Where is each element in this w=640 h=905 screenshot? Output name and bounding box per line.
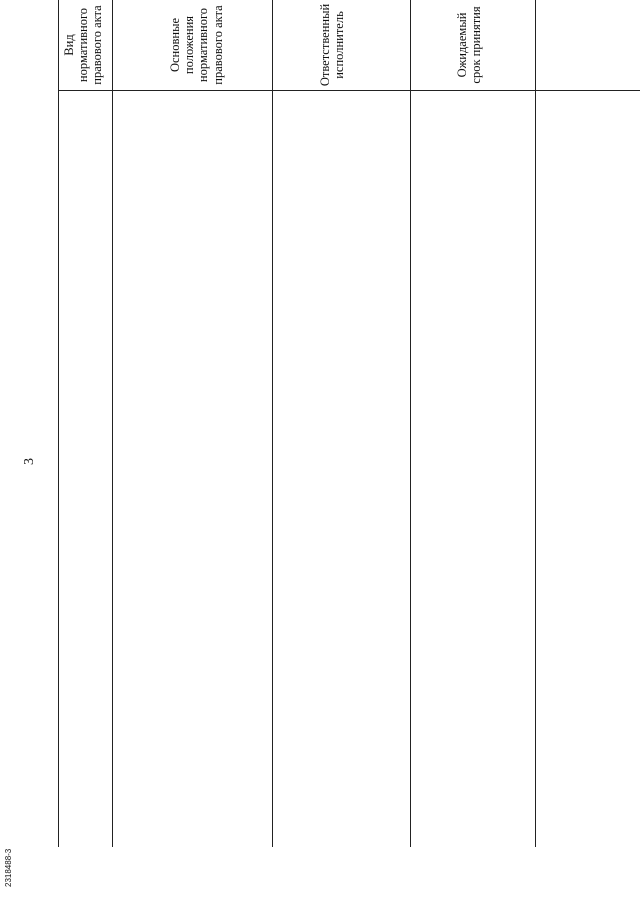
- header-type: Вид нормативного правового акта: [62, 5, 105, 85]
- page-number: 3: [22, 458, 37, 465]
- rule-col-d: [410, 0, 411, 847]
- rule-col-e: [535, 0, 536, 847]
- rule-col-a: [58, 0, 59, 847]
- rule-col-c: [272, 0, 273, 847]
- header-deadline: Ожидаемый срок принятия: [455, 6, 484, 84]
- rule-col-b: [112, 0, 113, 847]
- document-code: 2318488-3: [4, 848, 13, 887]
- rule-header-edge: [58, 90, 640, 91]
- header-responsible: Ответственный исполнитель: [318, 3, 347, 87]
- header-provisions: Основные положения нормативного правового акта: [168, 5, 225, 85]
